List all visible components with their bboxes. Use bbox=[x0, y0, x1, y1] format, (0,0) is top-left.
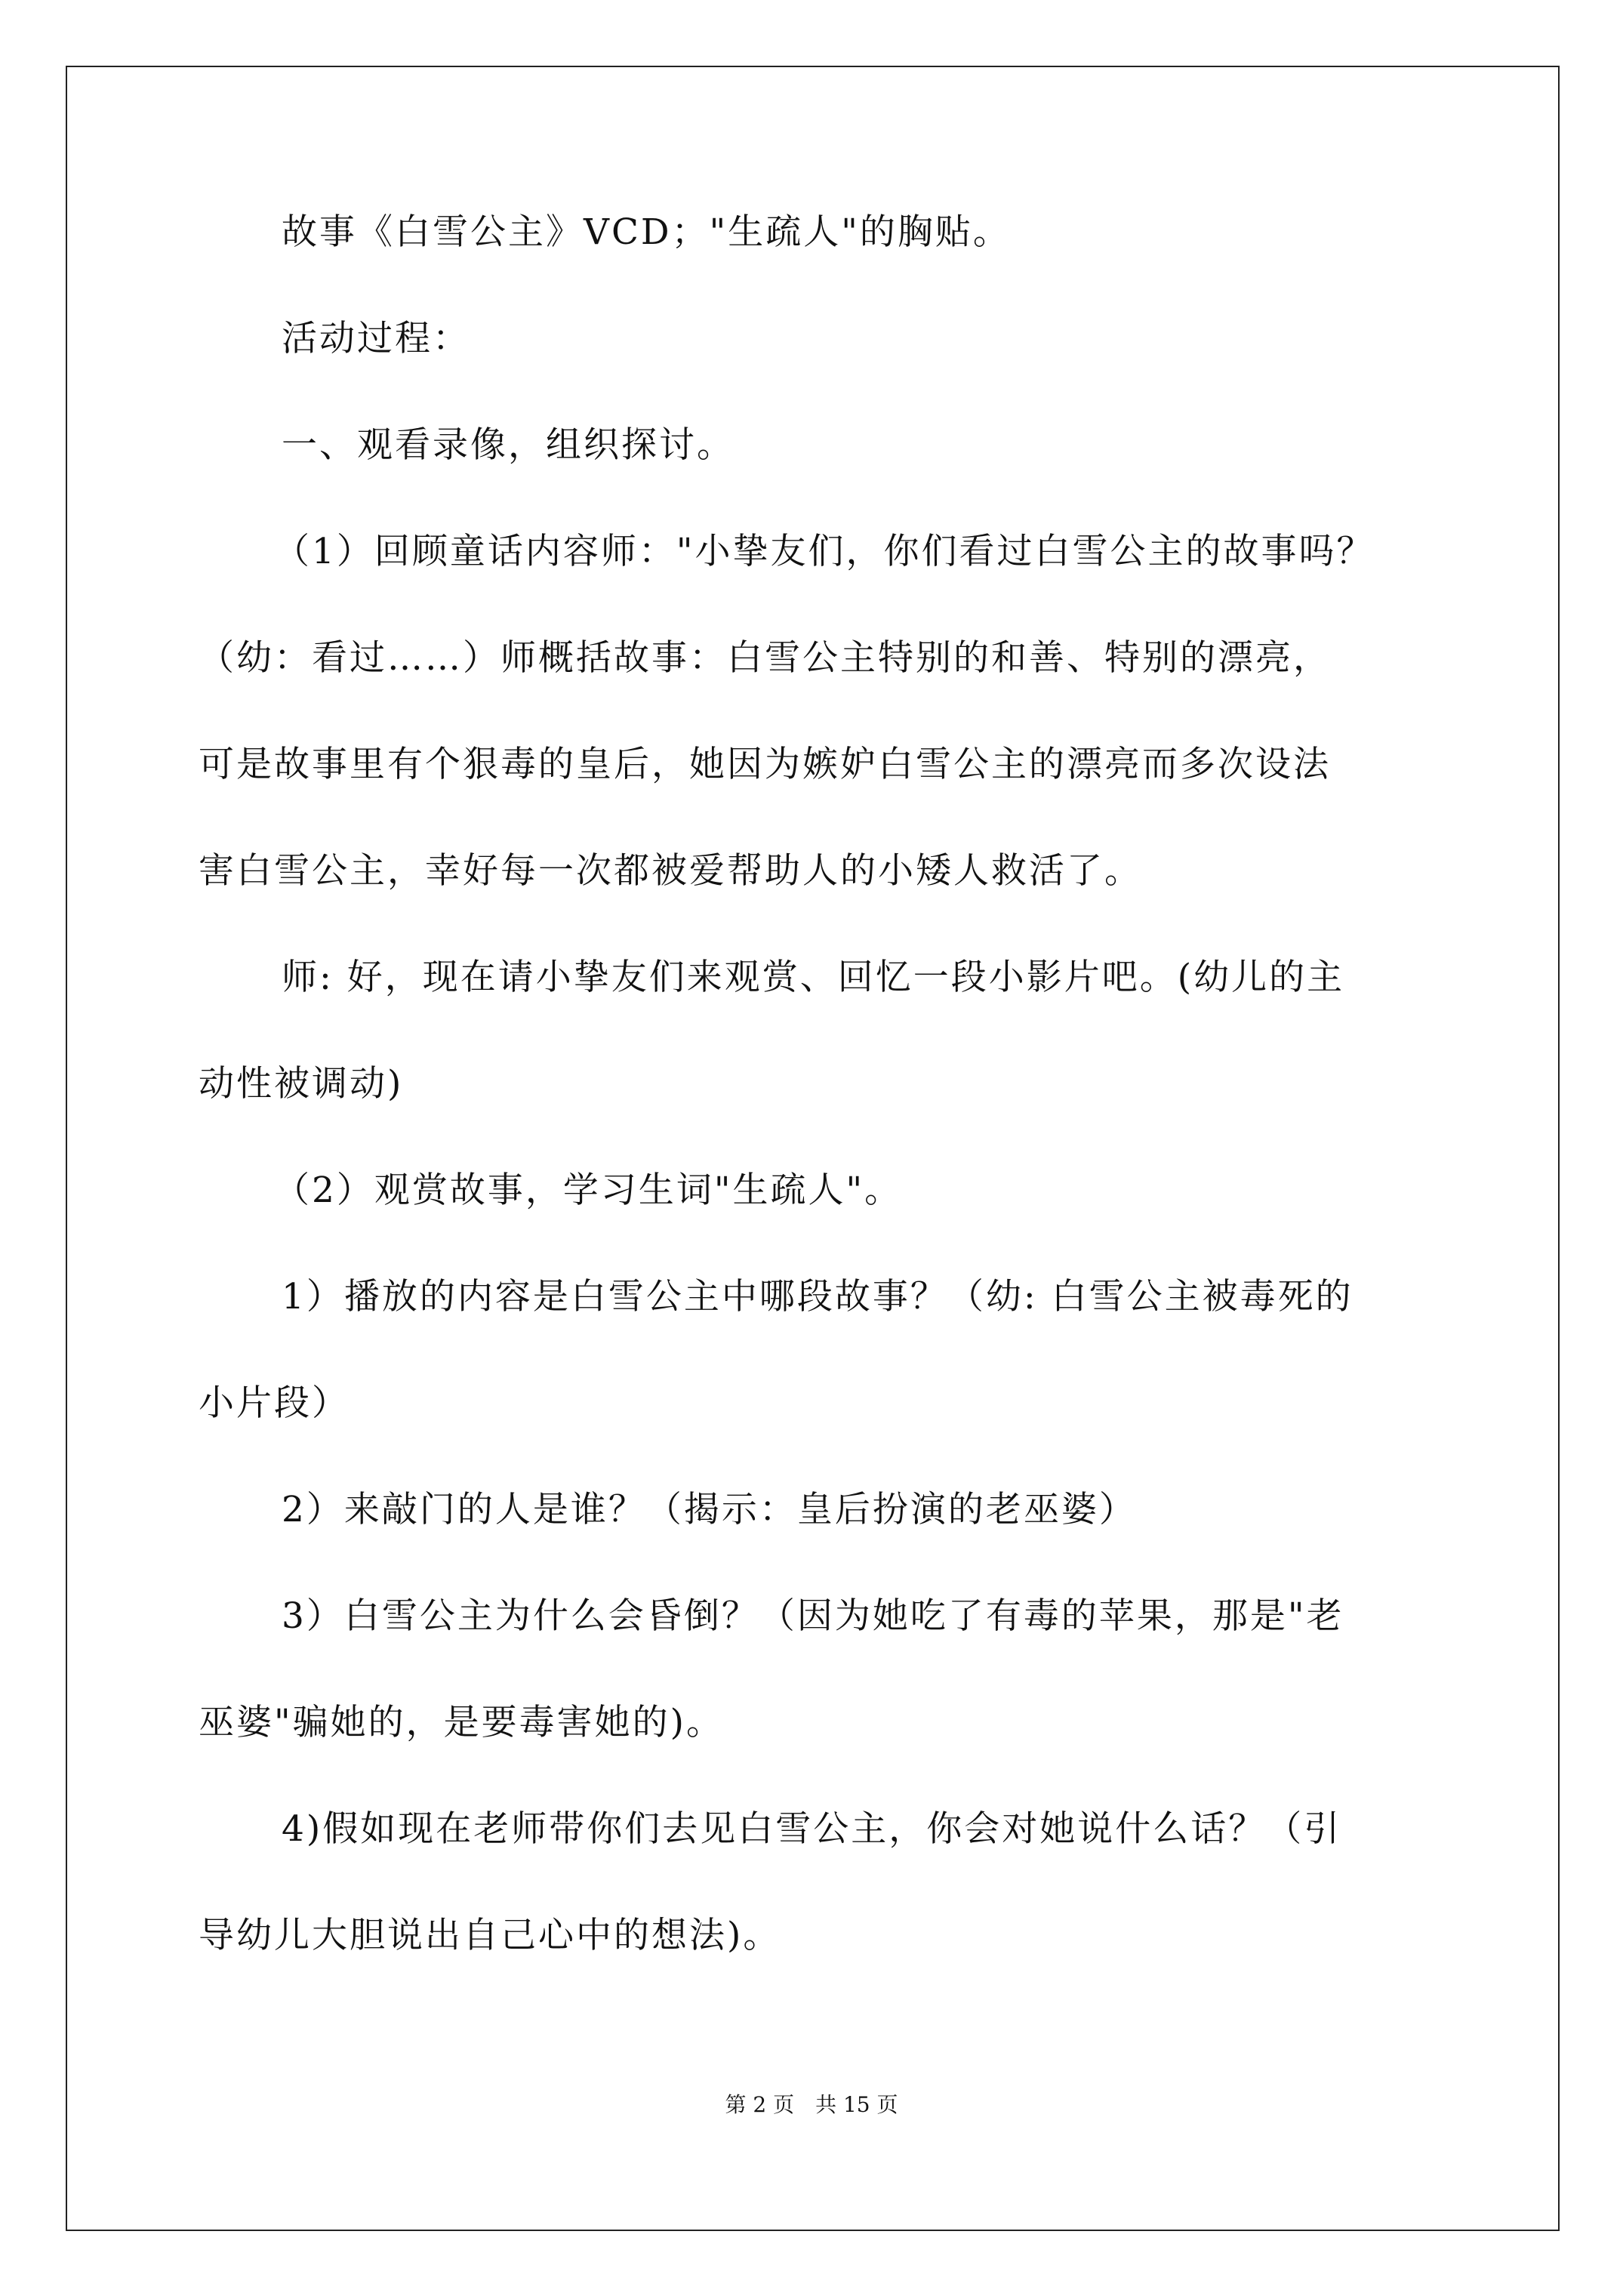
page-border bbox=[66, 66, 1560, 2231]
paragraph-question-1-line-2: 小片段） bbox=[199, 1382, 350, 1424]
paragraph-section-one-heading: 一、观看录像，组织探讨。 bbox=[282, 424, 735, 466]
paragraph-question-2: 2）来敲门的人是谁？（揭示：皇后扮演的老巫婆） bbox=[282, 1489, 1137, 1530]
paragraph-teacher-line-2: 动性被调动) bbox=[199, 1063, 404, 1105]
paragraph-materials: 故事《白雪公主》VCD；"生疏人"的胸贴。 bbox=[282, 211, 1011, 253]
paragraph-question-4-line-1: 4)假如现在老师带你们去见白雪公主，你会对她说什么话？（引 bbox=[282, 1808, 1342, 1850]
paragraph-question-3-line-2: 巫婆"骗她的，是要毒害她的)。 bbox=[199, 1702, 724, 1743]
paragraph-question-1-line-1: 1）播放的内容是白雪公主中哪段故事？（幼: 白雪公主被毒死的 bbox=[282, 1276, 1354, 1318]
paragraph-step-1-line-1: （1）回顾童话内容师："小挚友们，你们看过白雪公主的故事吗？ bbox=[274, 531, 1375, 572]
paragraph-step-1-line-3: 可是故事里有个狠毒的皇后，她因为嫉妒白雪公主的漂亮而多次设法 bbox=[199, 744, 1331, 785]
page-number-footer: 第 2 页 共 15 页 bbox=[725, 2092, 898, 2117]
paragraph-question-4-line-2: 导幼儿大胆说出自己心中的想法)。 bbox=[199, 1915, 781, 1956]
paragraph-activity-process-heading: 活动过程： bbox=[282, 318, 470, 359]
paragraph-teacher-line-1: 师: 好，现在请小挚友们来观赏、回忆一段小影片吧。(幼儿的主 bbox=[282, 957, 1345, 998]
paragraph-question-3-line-1: 3）白雪公主为什么会昏倒？（因为她吃了有毒的苹果，那是"老 bbox=[282, 1595, 1344, 1637]
paragraph-step-1-line-2: （幼：看过……）师概括故事：白雪公主特别的和善、特别的漂亮， bbox=[199, 637, 1331, 679]
paragraph-step-2: （2）观赏故事，学习生词"生疏人"。 bbox=[274, 1170, 903, 1211]
paragraph-step-1-line-4: 害白雪公主，幸好每一次都被爱帮助人的小矮人救活了。 bbox=[199, 850, 1142, 892]
